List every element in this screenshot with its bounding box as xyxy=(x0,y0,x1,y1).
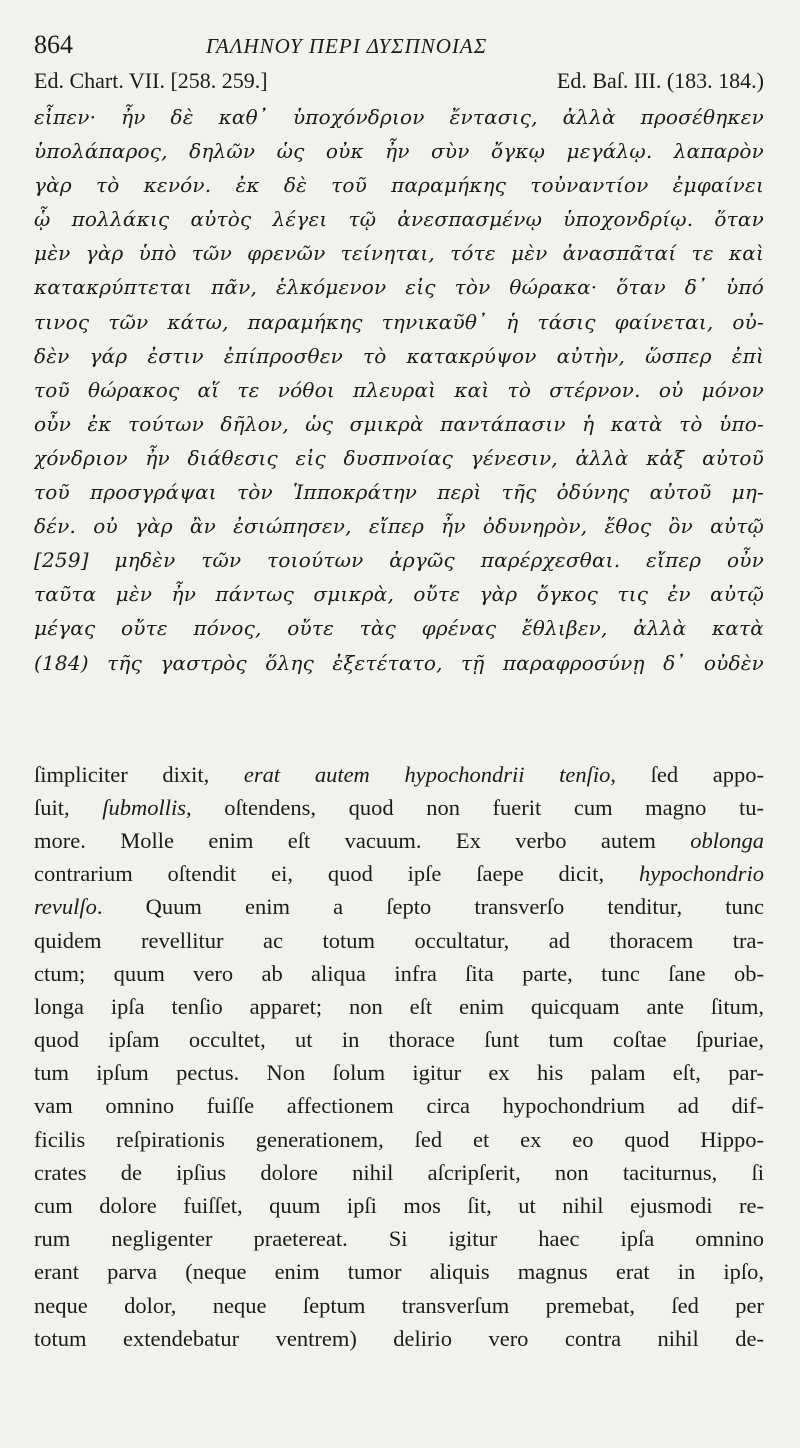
latin-text-line xyxy=(34,1023,764,1056)
latin-text-line xyxy=(34,1255,764,1288)
latin-text-line xyxy=(34,824,764,857)
latin-text-segment: neque dolor, neque ſeptum transverſum premebat, ſed per xyxy=(34,1292,764,1318)
latin-text-segment: longa ipſa tenſio apparet; non eſt enim quicquam ante ſitum, xyxy=(34,993,764,1019)
latin-text-segment: ctum; quum vero ab aliqua infra ſita parte, tunc ſane ob- xyxy=(34,960,764,986)
latin-text-segment: cum dolore fuiſſet, quum ipſi mos ſit, ut nihil ejusmodi re- xyxy=(34,1193,764,1219)
latin-italic-segment: ſubmollis xyxy=(102,794,186,820)
greek-text-line: οὖν ἐκ τούτων δῆλον, ὡς σμικρὰ παντάπασιν ἡ κατὰ τὸ ὑπο- xyxy=(34,411,764,436)
latin-text-line xyxy=(34,890,764,923)
latin-text-line xyxy=(34,1189,764,1222)
latin-text-line xyxy=(34,957,764,990)
latin-italic-segment: revulſo xyxy=(34,894,97,920)
greek-text-line: τοῦ θώρακος αἵ τε νόθοι πλευραὶ καὶ τὸ στέρνον. οὐ μόνον xyxy=(34,377,764,402)
latin-text-line xyxy=(34,1123,764,1156)
greek-text-line: εἶπεν· ἦν δὲ καθ᾽ ὑποχόνδριον ἔντασις, ἀλλὰ προσέθηκεν xyxy=(34,105,764,129)
latin-text-segment: totum extendebatur ventrem) delirio vero contra nihil de- xyxy=(34,1325,764,1351)
latin-text-segment: tum ipſum pectus. Non ſolum igitur ex his palam eſt, par- xyxy=(34,1060,764,1086)
greek-text-line: ᾧ πολλάκις αὐτὸς λέγει τῷ ἀνεσπασμένῳ ὑποχονδρίῳ. ὅταν xyxy=(34,207,764,232)
latin-text-segment: ſimpliciter dixit, xyxy=(34,761,244,787)
page-number: 864 xyxy=(34,30,73,59)
column-gap xyxy=(34,680,764,758)
latin-text-segment: more. Molle enim eſt vacuum. Ex verbo autem xyxy=(34,827,691,853)
greek-text-line: μέγας οὔτε πόνος, οὔτε τὰς φρένας ἔθλιβεν, ἀλλὰ κατὰ xyxy=(34,616,764,641)
latin-text-line xyxy=(34,1222,764,1255)
latin-text-segment: quidem revellitur ac totum occultatur, ad thoracem tra- xyxy=(34,927,764,953)
latin-text-line xyxy=(34,791,764,824)
greek-text-line: κατακρύπτεται πᾶν, ἑλκόμενον εἰς τὸν θώρακα· ὅταν δ᾽ ὑπό xyxy=(34,275,764,300)
latin-text-line xyxy=(34,1089,764,1122)
latin-italic-segment: oblonga xyxy=(690,827,764,853)
latin-text-segment: . Quum enim a ſepto transverſo tenditur, tunc xyxy=(96,894,764,920)
greek-text-line: τοῦ προσγράψαι τὸν Ἱπποκράτην περὶ τῆς ὀδύνης αὐτοῦ μη- xyxy=(34,480,764,505)
greek-text-line: γὰρ τὸ κενόν. ἐκ δὲ τοῦ παραμήκης τοὐναντίον ἐμφαίνει xyxy=(34,173,764,198)
latin-text-segment: , oſtendens, quod non fuerit cum magno tu- xyxy=(185,794,764,820)
latin-text-line xyxy=(34,990,764,1023)
latin-text-segment: ſuit, xyxy=(34,794,103,820)
running-head xyxy=(34,26,764,66)
latin-text-segment: vam omnino fuiſſe affectionem circa hypochondrium ad dif- xyxy=(34,1093,764,1119)
running-title: ΓΑΛΗΝΟΥ ΠΕΡΙ ΔΥΣΠΝΟΙΑΣ xyxy=(206,34,488,58)
latin-text-segment: erant parva (neque enim tumor aliquis magnus erat in ipſo, xyxy=(34,1259,764,1285)
greek-text-line: ὑπολάπαρος, δηλῶν ὡς οὐκ ἦν σὺν ὄγκῳ μεγάλῳ. λαπαρὸν xyxy=(34,139,764,164)
latin-text-line xyxy=(34,1289,764,1322)
greek-text-line: ταῦτα μὲν ἦν πάντως σμικρὰ, οὔτε γὰρ ὄγκος τις ἐν αὐτῷ xyxy=(34,582,764,607)
greek-text-line: τινος τῶν κάτω, παραμήκης τηνικαῦθ᾽ ἡ τάσις φαίνεται, οὐ- xyxy=(34,309,764,334)
greek-text-line: [259] μηδὲν τῶν τοιούτων ἀργῶς παρέρχεσθαι. εἴπερ οὖν xyxy=(34,548,764,573)
greek-text-line: μὲν γὰρ ὑπὸ τῶν φρενῶν τείνηται, τότε μὲν ἀνασπᾶταί τε καὶ xyxy=(34,241,764,266)
latin-italic-segment: hypochondrio xyxy=(639,861,764,887)
greek-text-line: χόνδριον ἦν διάθεσις εἰς δυσπνοίας γένεσιν, ἀλλὰ κἀξ αὐτοῦ xyxy=(34,445,764,470)
edition-chart-reference: Ed. Chart. VII. [258. 259.] xyxy=(34,68,268,93)
latin-text-segment: quod ipſam occultet, ut in thorace ſunt tum coſtae ſpuriae, xyxy=(34,1027,764,1053)
latin-text-segment: , ſed appo- xyxy=(610,761,764,787)
latin-text-line xyxy=(34,1156,764,1189)
greek-text-line: (184) τῆς γαστρὸς ὅλης ἐξετέτατο, τῇ παραφροσύνῃ δ᾽ οὐδὲν xyxy=(34,650,764,675)
latin-text-line xyxy=(34,857,764,890)
latin-text-line xyxy=(34,1056,764,1089)
latin-text-line xyxy=(34,758,764,791)
latin-text-line xyxy=(34,1322,764,1355)
edition-basel-reference: Ed. Baſ. III. (183. 184.) xyxy=(556,68,764,93)
latin-text-segment: contrarium oſtendit ei, quod ipſe ſaepe dicit, xyxy=(34,861,640,887)
latin-text-segment: rum negligenter praetereat. Si igitur haec ipſa omnino xyxy=(34,1226,764,1252)
latin-text-segment: crates de ipſius dolore nihil aſcripſerit, non taciturnus, ſi xyxy=(34,1159,764,1185)
greek-text-line: δέν. οὐ γὰρ ἂν ἐσιώπησεν, εἴπερ ἦν ὀδυνηρὸν, ἔθος ὂν αὐτῷ xyxy=(34,514,764,539)
latin-text-block xyxy=(34,758,764,1355)
edition-reference-line xyxy=(34,66,764,100)
latin-text-line xyxy=(34,924,764,957)
greek-text-line: δὲν γάρ ἐστιν ἐπίπροσθεν τὸ κατακρύψον αὐτὴν, ὥσπερ ἐπὶ xyxy=(34,343,764,368)
greek-text-block xyxy=(34,100,764,680)
latin-italic-segment: erat autem hypochondrii tenſio xyxy=(243,761,611,787)
latin-text-segment: ficilis reſpirationis generationem, ſed et ex eo quod Hippo- xyxy=(34,1126,764,1152)
